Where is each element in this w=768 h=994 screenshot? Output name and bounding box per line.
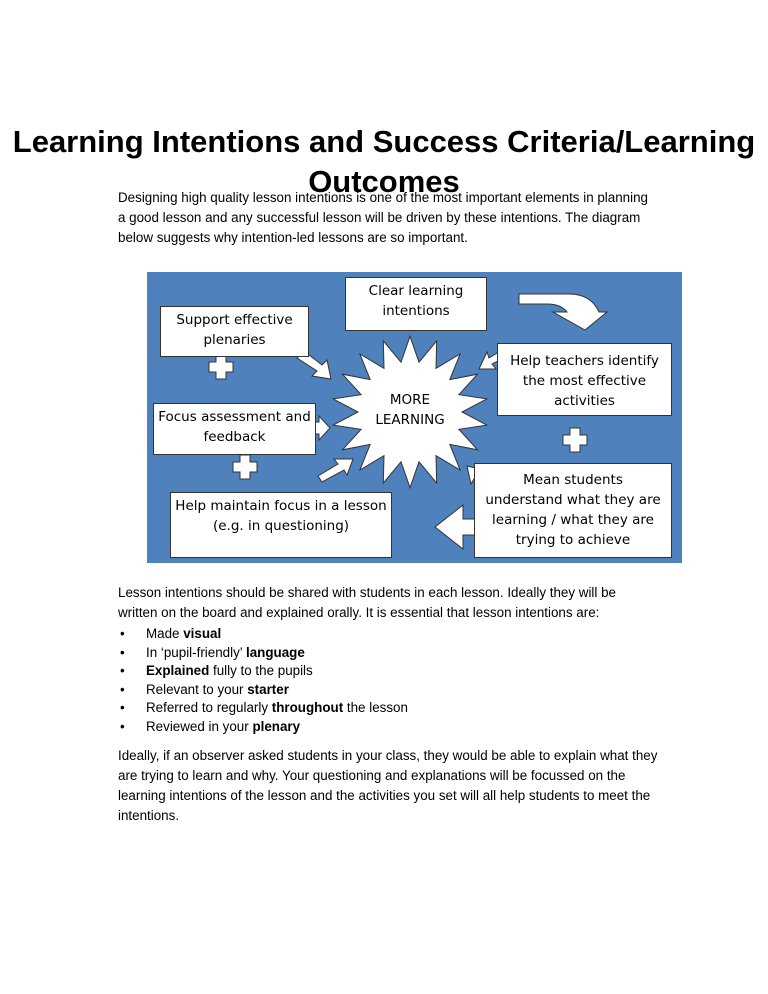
box-mean-students: Mean students understand what they are learning / what they are trying to achieve xyxy=(474,463,672,558)
arrow-maintain-icon xyxy=(318,459,353,482)
bullet-pre: Referred to regularly xyxy=(146,700,272,715)
bullet-item xyxy=(118,625,408,644)
box-focus-assessment: Focus assessment and feedback xyxy=(153,403,316,455)
paragraph-observer: Ideally, if an observer asked students in your class, they would be able to explain what they are trying to learn and why. Your questioning and explanations will be focussed on the learning intentions of the lesson and the activities you set will all help students to meet the intentions. xyxy=(118,748,658,823)
intro-paragraph: Designing high quality lesson intentions is one of the most important elements in planning a good lesson and any successful lesson will be driven by these intentions. The diagram below suggests why intention-led lessons are so important. xyxy=(118,190,648,245)
bullet-pre: Relevant to your xyxy=(146,681,248,697)
page-title: Learning Intentions and Success Criteria/Learning Outcomes xyxy=(12,124,756,199)
bullet-item xyxy=(118,662,408,681)
bullet-pre: Reviewed in your xyxy=(146,718,253,734)
bullet-bold: plenary xyxy=(252,718,301,734)
box-help-teachers: Help teachers identify the most effective activities xyxy=(497,343,672,416)
bullet-item xyxy=(118,644,408,663)
center-label: MORE LEARNING xyxy=(375,392,445,428)
bullet-bold: throughout xyxy=(271,700,344,715)
bullet-item xyxy=(118,681,408,700)
box-maintain-focus: Help maintain focus in a lesson (e.g. in questioning) xyxy=(170,492,392,558)
bullet-pre: Made xyxy=(146,626,184,641)
bullet-post: fully to the pupils xyxy=(209,663,313,678)
plus-icon xyxy=(209,355,233,379)
learning-diagram xyxy=(147,272,682,563)
bullet-item xyxy=(118,718,408,737)
bullet-pre: In ‘pupil-friendly’ xyxy=(146,644,246,660)
paragraph-sharing: Lesson intentions should be shared with students in each lesson. Ideally they will be written on the board and explained orally. It is essential that lesson intentions are: xyxy=(118,585,616,620)
bullet-bold: language xyxy=(245,644,305,660)
bullet-bold: visual xyxy=(183,626,222,641)
bullet-bold: Explained xyxy=(146,663,210,678)
bullet-item xyxy=(118,699,408,718)
curved-arrow-icon xyxy=(519,294,607,330)
bullet-post: the lesson xyxy=(343,700,408,715)
box-support-plenaries: Support effective plenaries xyxy=(160,306,309,357)
bullet-bold: starter xyxy=(247,681,289,697)
box-clear-intentions: Clear learning intentions xyxy=(345,277,487,331)
plus-icon xyxy=(563,428,587,452)
plus-icon xyxy=(233,455,257,479)
bullet-list xyxy=(118,625,408,736)
